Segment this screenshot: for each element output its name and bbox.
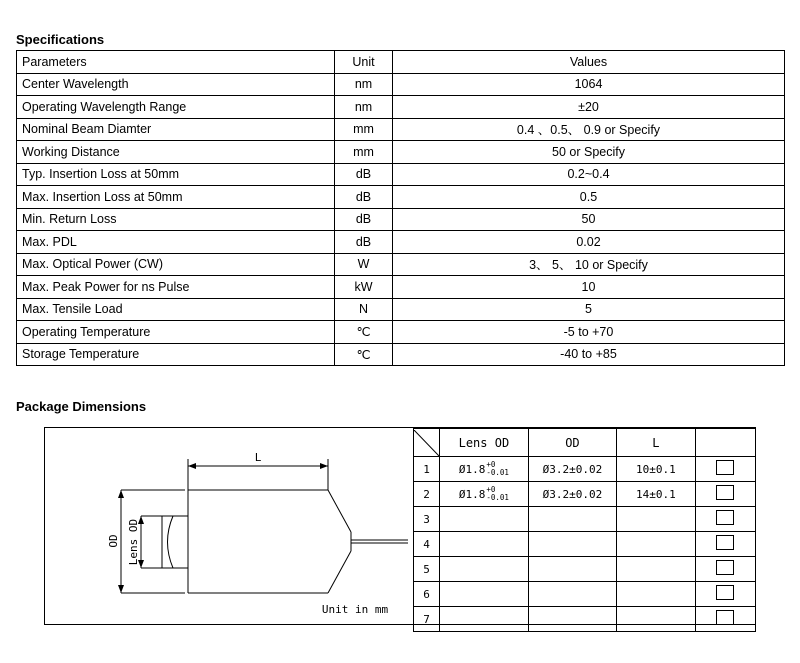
dim-length <box>617 507 695 532</box>
cell-parameter: Max. Insertion Loss at 50mm <box>17 186 335 209</box>
cell-unit: dB <box>335 186 393 209</box>
header-parameters: Parameters <box>17 51 335 74</box>
cell-value: -5 to +70 <box>393 321 785 344</box>
cell-parameter: Max. PDL <box>17 231 335 254</box>
cell-unit: dB <box>335 231 393 254</box>
dim-od <box>528 582 617 607</box>
table-row <box>17 118 785 141</box>
select-checkbox[interactable] <box>716 460 734 475</box>
dim-lens-od <box>440 582 529 607</box>
header-unit: Unit <box>335 51 393 74</box>
dim-length <box>617 607 695 632</box>
dim-length: 10±0.1 <box>617 457 695 482</box>
cell-unit: mm <box>335 118 393 141</box>
dim-row <box>414 532 756 557</box>
table-row <box>17 298 785 321</box>
cell-value: 50 <box>393 208 785 231</box>
dim-od <box>528 607 617 632</box>
cell-unit: nm <box>335 73 393 96</box>
od-label: OD <box>107 534 120 548</box>
dim-header-od: OD <box>528 429 617 457</box>
cell-parameter: Nominal Beam Diamter <box>17 118 335 141</box>
lens-od-tol-upper: +0 <box>486 460 496 469</box>
lens-od-tol-lower: -0.01 <box>486 468 509 477</box>
cell-parameter: Center Wavelength <box>17 73 335 96</box>
specifications-table <box>16 50 785 366</box>
dim-od <box>528 557 617 582</box>
dim-lens-od <box>440 482 529 507</box>
lens-od-tol-upper: +0 <box>486 485 496 494</box>
cell-parameter: Max. Peak Power for ns Pulse <box>17 276 335 299</box>
dim-row-number: 2 <box>414 482 440 507</box>
dim-row <box>414 482 756 507</box>
cell-value: 3、 5、 10 or Specify <box>393 253 785 276</box>
cell-value: 0.5 <box>393 186 785 209</box>
dim-row <box>414 557 756 582</box>
unit-note: Unit in mm <box>321 603 389 616</box>
table-row <box>17 96 785 119</box>
lens-od-tol-lower: -0.01 <box>486 493 509 502</box>
dim-lens-od <box>440 457 529 482</box>
dim-lens-od <box>440 507 529 532</box>
dim-row-number: 5 <box>414 557 440 582</box>
cell-value: ±20 <box>393 96 785 119</box>
cell-parameter: Operating Wavelength Range <box>17 96 335 119</box>
cell-unit: dB <box>335 208 393 231</box>
cell-value: 0.4 、0.5、 0.9 or Specify <box>393 118 785 141</box>
specifications-heading: Specifications <box>16 32 105 47</box>
dim-lens-od <box>440 557 529 582</box>
lens-od-label: Lens OD <box>127 518 140 566</box>
cell-parameter: Max. Optical Power (CW) <box>17 253 335 276</box>
lens-od-base: Ø1.8 <box>458 462 486 476</box>
dim-lens-od <box>440 607 529 632</box>
table-row <box>17 231 785 254</box>
dim-header-length: L <box>617 429 695 457</box>
select-checkbox[interactable] <box>716 610 734 625</box>
corner-cell <box>414 429 440 457</box>
dim-header-row <box>414 429 756 457</box>
dim-select-cell[interactable] <box>695 507 755 532</box>
cell-value: 0.02 <box>393 231 785 254</box>
cell-value: 50 or Specify <box>393 141 785 164</box>
cell-unit: kW <box>335 276 393 299</box>
cell-unit: ℃ <box>335 343 393 366</box>
cell-parameter: Max. Tensile Load <box>17 298 335 321</box>
table-row <box>17 163 785 186</box>
cell-parameter: Min. Return Loss <box>17 208 335 231</box>
table-row <box>17 253 785 276</box>
dim-od: Ø3.2±0.02 <box>528 482 617 507</box>
length-dimension-label: L <box>254 451 262 464</box>
table-row <box>17 73 785 96</box>
cell-parameter: Working Distance <box>17 141 335 164</box>
select-checkbox[interactable] <box>716 585 734 600</box>
dim-row <box>414 457 756 482</box>
dimension-options-table <box>413 428 756 632</box>
cell-value: 0.2~0.4 <box>393 163 785 186</box>
table-row <box>17 141 785 164</box>
select-checkbox[interactable] <box>716 485 734 500</box>
dim-od <box>528 507 617 532</box>
table-header-row <box>17 51 785 74</box>
select-checkbox[interactable] <box>716 560 734 575</box>
cell-parameter: Storage Temperature <box>17 343 335 366</box>
dim-select-cell[interactable] <box>695 557 755 582</box>
select-checkbox[interactable] <box>716 535 734 550</box>
dim-select-cell[interactable] <box>695 607 755 632</box>
dim-select-cell[interactable] <box>695 532 755 557</box>
cell-parameter: Typ. Insertion Loss at 50mm <box>17 163 335 186</box>
dim-row-number: 4 <box>414 532 440 557</box>
dim-select-cell[interactable] <box>695 482 755 507</box>
cell-parameter: Operating Temperature <box>17 321 335 344</box>
dim-length <box>617 557 695 582</box>
dim-lens-od <box>440 532 529 557</box>
dim-header-select <box>695 429 755 457</box>
dim-row-number: 3 <box>414 507 440 532</box>
dim-length <box>617 582 695 607</box>
cell-value: 1064 <box>393 73 785 96</box>
cell-unit: mm <box>335 141 393 164</box>
cell-unit: ℃ <box>335 321 393 344</box>
dim-od <box>528 532 617 557</box>
package-dimensions-panel <box>44 427 756 625</box>
dim-length <box>617 532 695 557</box>
cell-unit: W <box>335 253 393 276</box>
cell-value: -40 to +85 <box>393 343 785 366</box>
dim-row-number: 6 <box>414 582 440 607</box>
table-row <box>17 321 785 344</box>
cell-value: 5 <box>393 298 785 321</box>
select-checkbox[interactable] <box>716 510 734 525</box>
cell-unit: N <box>335 298 393 321</box>
table-row <box>17 186 785 209</box>
table-row <box>17 276 785 299</box>
dim-select-cell[interactable] <box>695 582 755 607</box>
header-values: Values <box>393 51 785 74</box>
package-dimensions-heading: Package Dimensions <box>16 399 147 414</box>
dim-length: 14±0.1 <box>617 482 695 507</box>
table-row <box>17 208 785 231</box>
dim-row <box>414 507 756 532</box>
dim-row-number: 7 <box>414 607 440 632</box>
table-row <box>17 343 785 366</box>
dim-row-number: 1 <box>414 457 440 482</box>
dim-od: Ø3.2±0.02 <box>528 457 617 482</box>
dim-select-cell[interactable] <box>695 457 755 482</box>
dim-row <box>414 607 756 632</box>
dim-header-lens-od: Lens OD <box>440 429 529 457</box>
cell-unit: nm <box>335 96 393 119</box>
lens-od-base: Ø1.8 <box>458 487 486 501</box>
dim-row <box>414 582 756 607</box>
cell-value: 10 <box>393 276 785 299</box>
package-drawing <box>45 428 413 624</box>
cell-unit: dB <box>335 163 393 186</box>
